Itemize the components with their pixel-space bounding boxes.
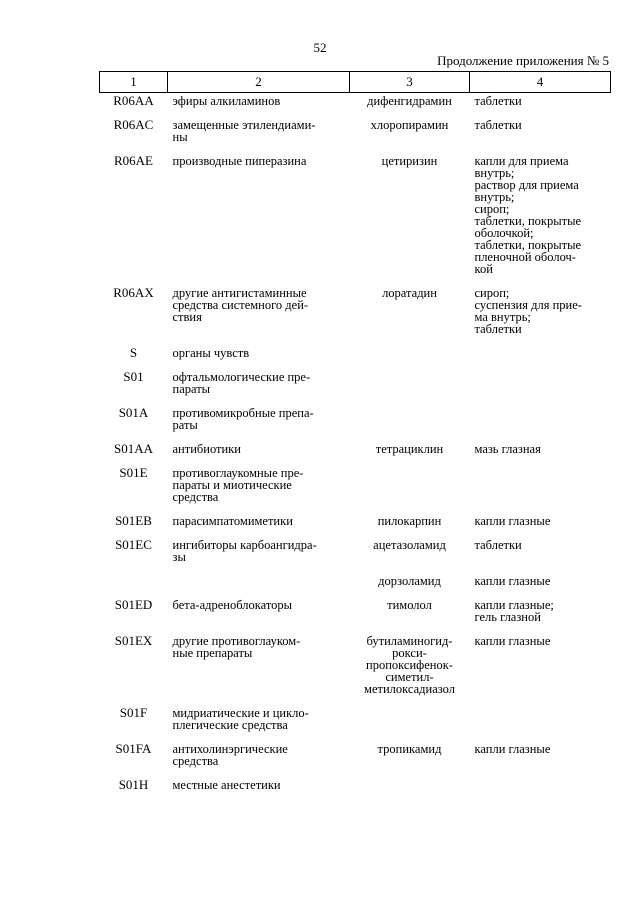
table-row — [100, 573, 611, 597]
form-cell — [470, 705, 611, 741]
dosage-form-line: капли для приема — [474, 154, 569, 168]
form-cell — [470, 513, 611, 537]
name-cell — [168, 285, 350, 345]
inn-cell — [350, 537, 470, 573]
dosage-form-line: капли глазные — [474, 514, 551, 528]
drug-name-line: ацетазоламид — [373, 538, 446, 552]
table-row — [100, 513, 611, 537]
code-cell — [100, 513, 168, 537]
drug-table — [99, 71, 611, 801]
form-cell — [470, 117, 611, 153]
form-cell — [470, 573, 611, 597]
inn-cell — [350, 285, 470, 345]
form-cell — [470, 93, 611, 118]
form-cell — [470, 153, 611, 285]
atc-code: S — [129, 345, 138, 360]
code-cell — [100, 597, 168, 633]
drug-name-line: хлоропирамин — [370, 118, 449, 132]
group-name-line: местные анестетики — [172, 778, 281, 792]
drug-name-line: цетиризин — [381, 154, 438, 168]
name-cell — [168, 741, 350, 777]
group-name-line: замещенные этилендиами- — [172, 118, 316, 132]
table-row — [100, 633, 611, 705]
code-cell — [100, 741, 168, 777]
column-header-2: 2 — [168, 72, 350, 93]
table-row — [100, 441, 611, 465]
table-body — [100, 93, 611, 802]
name-cell — [168, 573, 350, 597]
form-cell — [470, 369, 611, 405]
atc-code: S01ED — [114, 597, 153, 612]
drug-name-line: пропоксифенок- — [366, 658, 453, 672]
atc-code: S01EB — [115, 513, 152, 528]
group-name-line: зы — [172, 550, 186, 564]
code-cell — [100, 573, 168, 597]
form-cell — [470, 537, 611, 573]
group-name-line: органы чувств — [172, 346, 250, 360]
atc-code: R06AC — [113, 117, 154, 132]
group-name-line: параты — [172, 382, 211, 396]
name-cell — [168, 537, 350, 573]
form-cell — [470, 777, 611, 801]
inn-cell — [350, 369, 470, 405]
group-name-line: антихолинэргические — [172, 742, 288, 756]
name-cell — [168, 633, 350, 705]
name-cell — [168, 93, 350, 118]
inn-cell — [350, 345, 470, 369]
group-name-line: противоглаукомные пре- — [172, 466, 304, 480]
atc-code: S01FA — [115, 741, 152, 756]
group-name-line: средства — [172, 754, 219, 768]
group-name-line: антибиотики — [172, 442, 241, 456]
form-cell — [470, 633, 611, 705]
inn-cell — [350, 741, 470, 777]
code-cell — [100, 285, 168, 345]
drug-name-line: тимолол — [387, 598, 432, 612]
name-cell — [168, 777, 350, 801]
atc-code: S01F — [119, 705, 148, 720]
atc-code: S01EX — [114, 633, 153, 648]
group-name-line: другие антигистаминные — [172, 286, 307, 300]
group-name-line: офтальмологические пре- — [172, 370, 311, 384]
name-cell — [168, 369, 350, 405]
table-row — [100, 153, 611, 285]
name-cell — [168, 345, 350, 369]
group-name-line: эфиры алкиламинов — [172, 94, 281, 108]
dosage-form-line: таблетки, покрытые — [474, 238, 582, 252]
group-name-line: средства системного дей- — [172, 298, 309, 312]
name-cell — [168, 117, 350, 153]
code-cell — [100, 345, 168, 369]
inn-cell — [350, 405, 470, 441]
group-name-line: ингибиторы карбоангидра- — [172, 538, 317, 552]
drug-name-line: рокси- — [392, 646, 427, 660]
inn-cell — [350, 93, 470, 118]
table-row — [100, 537, 611, 573]
inn-cell — [350, 633, 470, 705]
atc-code: R06AA — [113, 93, 154, 108]
form-cell — [470, 597, 611, 633]
table-row — [100, 741, 611, 777]
name-cell — [168, 465, 350, 513]
code-cell — [100, 369, 168, 405]
dosage-form-line: таблетки — [474, 94, 522, 108]
dosage-form-line: таблетки — [474, 118, 522, 132]
dosage-form-line: внутрь; — [474, 166, 515, 180]
form-cell — [470, 465, 611, 513]
page-number: 52 — [313, 40, 327, 55]
dosage-form-line: суспензия для прие- — [474, 298, 582, 312]
group-name-line: бета-адреноблокаторы — [172, 598, 293, 612]
inn-cell — [350, 705, 470, 741]
atc-code: S01H — [118, 777, 149, 792]
column-header-3: 3 — [350, 72, 470, 93]
dosage-form-line: ма внутрь; — [474, 310, 531, 324]
dosage-form-line: капли глазные; — [474, 598, 554, 612]
atc-code: S01AA — [113, 441, 153, 456]
name-cell — [168, 153, 350, 285]
dosage-form-line: внутрь; — [474, 190, 515, 204]
inn-cell — [350, 597, 470, 633]
code-cell — [100, 405, 168, 441]
inn-cell — [350, 153, 470, 285]
code-cell — [100, 441, 168, 465]
drug-name-line: дорзоламид — [378, 574, 441, 588]
atc-code: S01A — [118, 405, 149, 420]
dosage-form-line: таблетки — [474, 322, 522, 336]
group-name-line: парасимпатомиметики — [172, 514, 293, 528]
dosage-form-line: капли глазные — [474, 574, 551, 588]
column-header-4: 4 — [470, 72, 611, 93]
dosage-form-line: таблетки — [474, 538, 522, 552]
group-name-line: плегические средства — [172, 718, 288, 732]
atc-code: S01E — [119, 465, 148, 480]
inn-cell — [350, 465, 470, 513]
group-name-line: противомикробные препа- — [172, 406, 314, 420]
group-name-line: мидриатические и цикло- — [172, 706, 309, 720]
dosage-form-line: сироп; — [474, 202, 510, 216]
table-row — [100, 597, 611, 633]
drug-name-line: бутиламиногид- — [366, 634, 453, 648]
code-cell — [100, 633, 168, 705]
name-cell — [168, 597, 350, 633]
name-cell — [168, 705, 350, 741]
code-cell — [100, 465, 168, 513]
group-name-line: раты — [172, 418, 198, 432]
atc-code: R06AX — [113, 285, 154, 300]
table-row — [100, 93, 611, 118]
form-cell — [470, 345, 611, 369]
table-header — [100, 72, 611, 93]
name-cell — [168, 441, 350, 465]
inn-cell — [350, 117, 470, 153]
group-name-line: ны — [172, 130, 188, 144]
group-name-line: другие противоглауком- — [172, 634, 301, 648]
dosage-form-line: капли глазные — [474, 634, 551, 648]
dosage-form-line: капли глазные — [474, 742, 551, 756]
drug-name-line: тетрациклин — [375, 442, 444, 456]
continuation-label: Продолжение приложения № 5 — [437, 53, 609, 68]
inn-cell — [350, 513, 470, 537]
inn-cell — [350, 441, 470, 465]
drug-name-line: дифенгидрамин — [367, 94, 452, 108]
code-cell — [100, 93, 168, 118]
table-row — [100, 705, 611, 741]
dosage-form-line: сироп; — [474, 286, 510, 300]
code-cell — [100, 537, 168, 573]
table-row — [100, 345, 611, 369]
group-name-line: параты и миотические — [172, 478, 292, 492]
drug-name-line: метилоксадиазол — [364, 682, 455, 696]
code-cell — [100, 777, 168, 801]
form-cell — [470, 405, 611, 441]
inn-cell — [350, 573, 470, 597]
group-name-line: ные препараты — [172, 646, 253, 660]
group-name-line: ствия — [172, 310, 202, 324]
dosage-form-line: кой — [474, 262, 493, 276]
form-cell — [470, 741, 611, 777]
dosage-form-line: пленочной оболоч- — [474, 250, 576, 264]
atc-code: S01EC — [115, 537, 152, 552]
code-cell — [100, 153, 168, 285]
name-cell — [168, 405, 350, 441]
table-row — [100, 465, 611, 513]
dosage-form-line: таблетки, покрытые — [474, 214, 582, 228]
code-cell — [100, 705, 168, 741]
drug-name-line: лоратадин — [382, 286, 437, 300]
atc-code: R06AE — [114, 153, 153, 168]
table-row — [100, 285, 611, 345]
dosage-form-line: мазь глазная — [474, 442, 541, 456]
drug-name-line: симетил- — [385, 670, 434, 684]
drug-name-line: пилокарпин — [377, 514, 442, 528]
table-row — [100, 369, 611, 405]
inn-cell — [350, 777, 470, 801]
table-row — [100, 117, 611, 153]
dosage-form-line: раствор для приема — [474, 178, 579, 192]
form-cell — [470, 441, 611, 465]
drug-name-line: тропикамид — [377, 742, 442, 756]
table-row — [100, 777, 611, 801]
name-cell — [168, 513, 350, 537]
atc-code: S01 — [123, 369, 144, 384]
column-header-1: 1 — [100, 72, 168, 93]
group-name-line: средства — [172, 490, 219, 504]
table-row — [100, 405, 611, 441]
code-cell — [100, 117, 168, 153]
dosage-form-line: оболочкой; — [474, 226, 534, 240]
form-cell — [470, 285, 611, 345]
dosage-form-line: гель глазной — [474, 610, 541, 624]
group-name-line: производные пиперазина — [172, 154, 307, 168]
